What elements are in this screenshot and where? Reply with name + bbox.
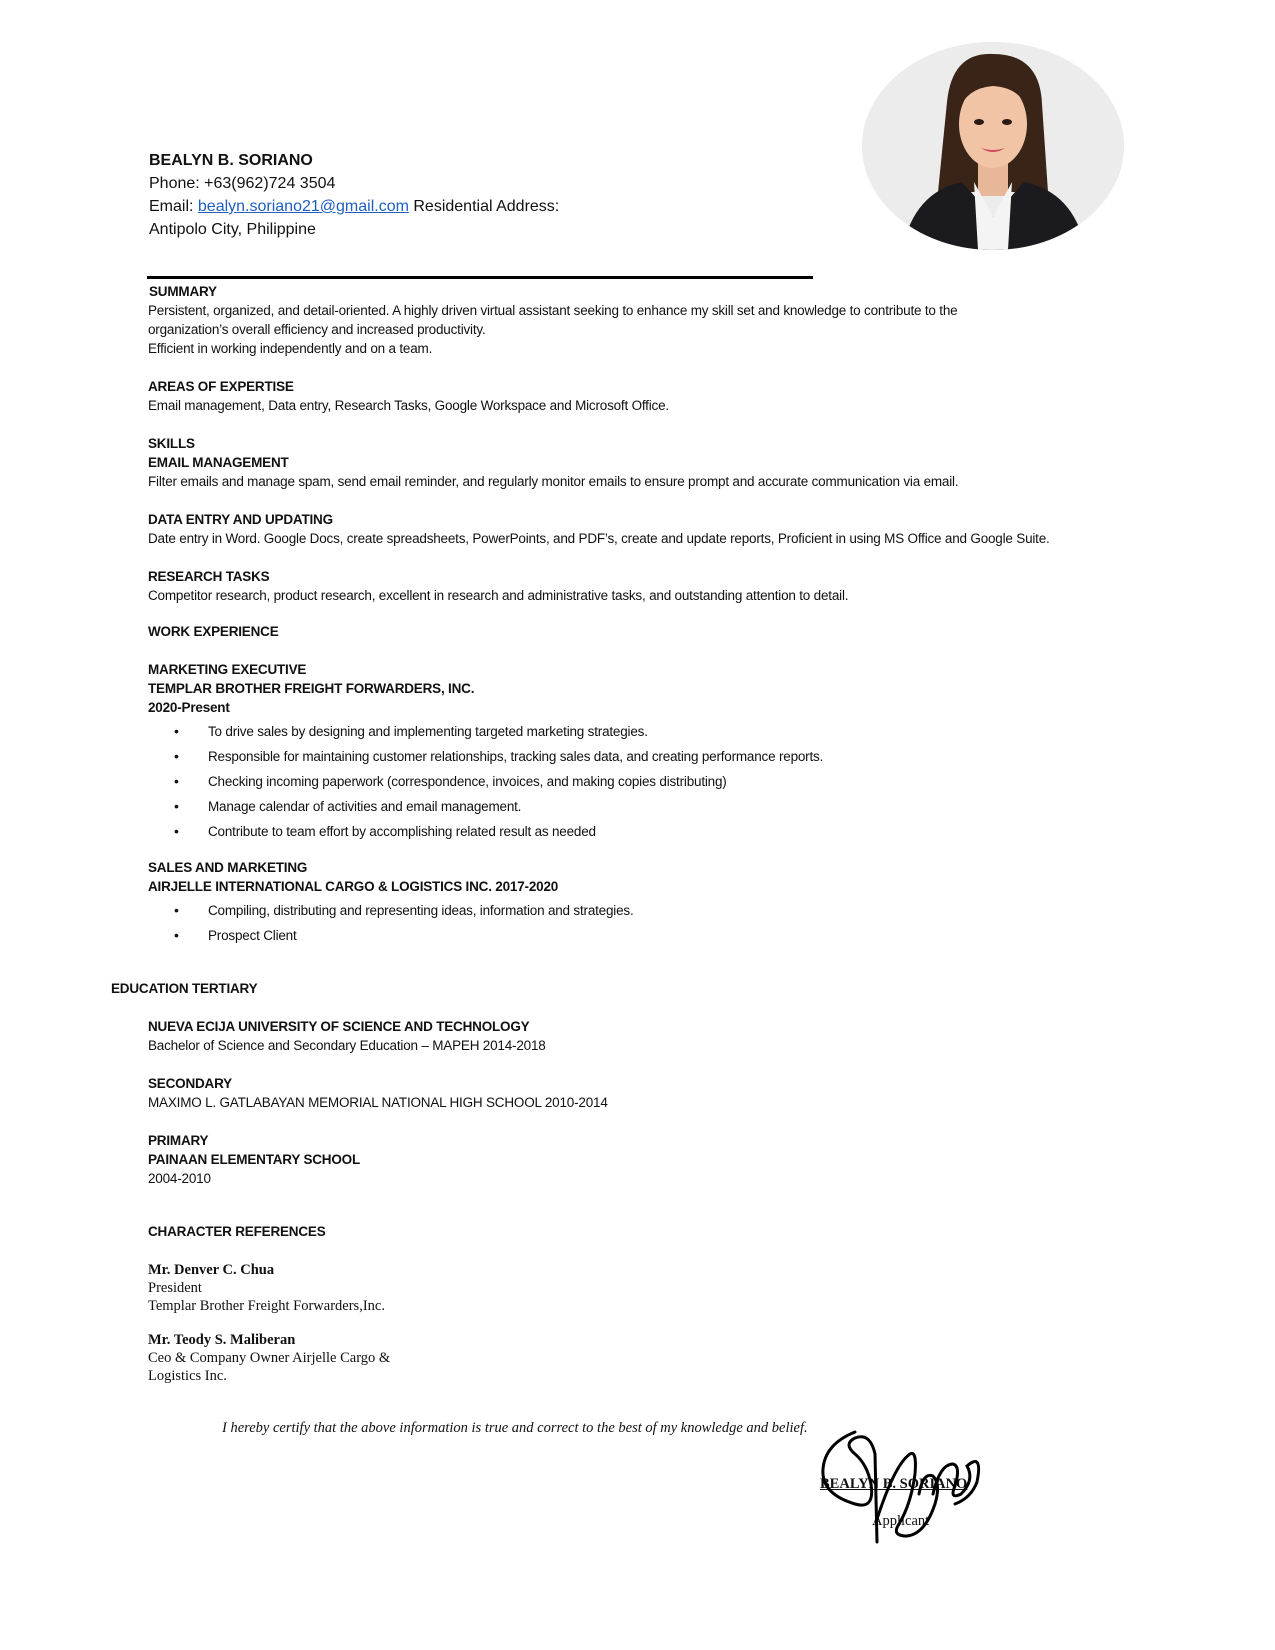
job-company: TEMPLAR BROTHER FREIGHT FORWARDERS, INC. — [148, 681, 475, 696]
skill-data-title: DATA ENTRY AND UPDATING — [148, 512, 333, 527]
list-item: • Compiling, distributing and representing ideas, information and strategies. — [174, 902, 634, 918]
skill-research-title: RESEARCH TASKS — [148, 569, 270, 584]
header-divider — [147, 276, 813, 279]
list-item: • Checking incoming paperwork (correspondence, invoices, and making copies distributing) — [174, 773, 727, 789]
references-section — [148, 1261, 648, 1385]
email-link[interactable]: bealyn.soriano21@gmail.com — [197, 198, 409, 215]
list-item: • Responsible for maintaining customer relationships, tracking sales data, and creating performance reports. — [174, 748, 824, 764]
secondary-title: SECONDARY — [148, 1076, 232, 1091]
job-role: MARKETING EXECUTIVE — [148, 662, 307, 677]
list-item: • To drive sales by designing and implementing targeted marketing strategies. — [174, 723, 648, 739]
references-title: CHARACTER REFERENCES — [148, 1224, 326, 1239]
list-item: • Contribute to team effort by accomplishing related result as needed — [174, 823, 596, 839]
summary-section — [148, 282, 1148, 358]
skill-research-text: Competitor research, product research, excellent in research and administrative tasks, and outstanding attention to detail. — [148, 588, 849, 603]
reference-title: President — [148, 1280, 202, 1296]
expertise-section — [148, 377, 1148, 415]
reference-org: Ceo & Company Owner Airjelle Cargo & — [148, 1350, 391, 1366]
reference-name: Mr. Teody S. Maliberan — [148, 1332, 296, 1348]
signatory-name: BEALYN B. SORIANO — [820, 1476, 968, 1492]
applicant-name: BEALYN B. SORIANO — [149, 152, 313, 169]
job-period: 2020-Present — [148, 700, 230, 715]
education-title: EDUCATION TERTIARY — [111, 981, 258, 996]
job-company: AIRJELLE INTERNATIONAL CARGO & LOGISTICS INC. 2017-2020 — [148, 879, 559, 894]
signature-image — [815, 1424, 990, 1554]
expertise-title: AREAS OF EXPERTISE — [148, 379, 294, 394]
summary-line: Persistent, organized, and detail-oriented. A highly driven virtual assistant seeking to enhance my skill set and knowledge to contribute to the — [148, 303, 958, 318]
job-bullets — [148, 898, 1148, 948]
skills-title: SKILLS — [148, 436, 195, 451]
primary-years: 2004-2010 — [148, 1171, 211, 1186]
address-value: Antipolo City, Philippine — [149, 221, 316, 238]
skills-section — [148, 434, 1248, 605]
list-item: • Prospect Client — [174, 927, 297, 943]
summary-title: SUMMARY — [149, 284, 217, 299]
email-line — [149, 195, 559, 218]
secondary-school: MAXIMO L. GATLABAYAN MEMORIAL NATIONAL HIGH SCHOOL 2010-2014 — [148, 1095, 608, 1110]
primary-title: PRIMARY — [148, 1133, 209, 1148]
reference-name: Mr. Denver C. Chua — [148, 1262, 275, 1278]
expertise-text: Email management, Data entry, Research Tasks, Google Workspace and Microsoft Office. — [148, 398, 669, 413]
skill-email-text: Filter emails and manage spam, send email reminder, and regularly monitor emails to ensure prompt and accurate communication via email. — [148, 474, 959, 489]
address-label: Residential Address: — [413, 198, 560, 215]
work-title: WORK EXPERIENCE — [148, 624, 279, 639]
list-item: • Manage calendar of activities and email management. — [174, 798, 522, 814]
skill-data-text: Date entry in Word. Google Docs, create spreadsheets, PowerPoints, and PDF’s, create and update reports, Proficient in using MS Office and Google Suite. — [148, 531, 1050, 546]
phone-line: Phone: +63(962)724 3504 — [149, 175, 336, 192]
skill-email-title: EMAIL MANAGEMENT — [148, 455, 289, 470]
job-role: SALES AND MARKETING — [148, 860, 308, 875]
certification-statement: I hereby certify that the above information is true and correct to the best of my knowledge and belief. — [222, 1420, 808, 1436]
profile-photo — [862, 42, 1124, 250]
education-section — [148, 1017, 1148, 1188]
work-section — [148, 622, 1148, 948]
tertiary-degree: Bachelor of Science and Secondary Education – MAPEH 2014-2018 — [148, 1038, 546, 1053]
email-label: Email: — [149, 198, 194, 215]
tertiary-school: NUEVA ECIJA UNIVERSITY OF SCIENCE AND TECHNOLOGY — [148, 1019, 530, 1034]
summary-line: Efficient in working independently and on a team. — [148, 341, 433, 356]
primary-school: PAINAAN ELEMENTARY SCHOOL — [148, 1152, 361, 1167]
reference-org: Templar Brother Freight Forwarders,Inc. — [148, 1298, 385, 1314]
reference-org: Logistics Inc. — [148, 1368, 227, 1384]
signatory-role: Applicant — [872, 1513, 930, 1529]
summary-line: organization’s overall efficiency and increased productivity. — [148, 322, 486, 337]
contact-block — [149, 149, 559, 241]
job-bullets — [148, 719, 1148, 844]
